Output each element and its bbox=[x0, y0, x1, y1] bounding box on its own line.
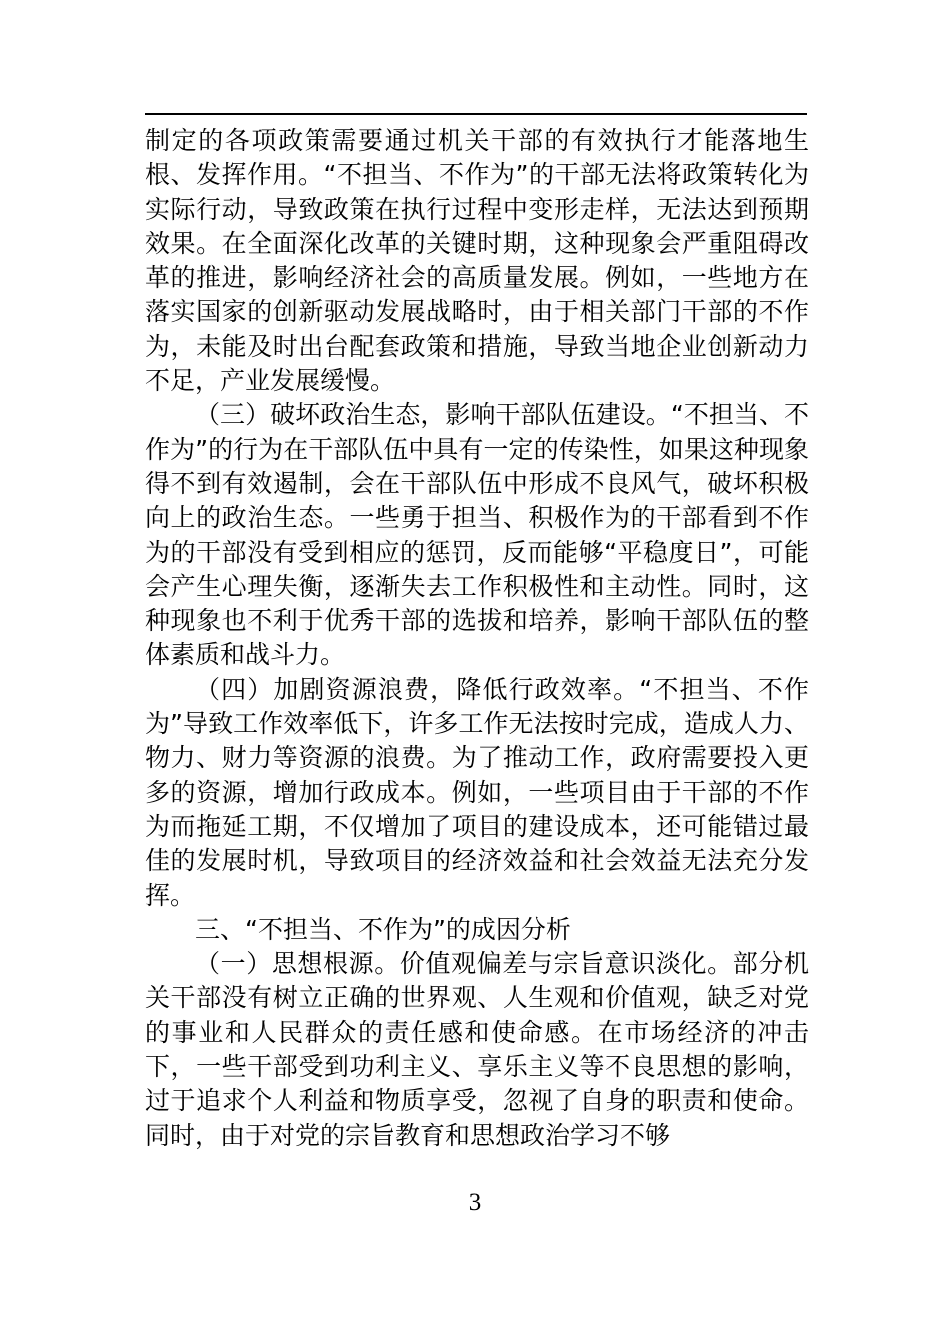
paragraph-continuation: 制定的各项政策需要通过机关干部的有效执行才能落地生根、发挥作用。“不担当、不作为”的干部无法将政策转化为实际行动，导致政策在执行过程中变形走样，无法达到预期效果。在全面深化改革的关键时期，这种现象会严重阻碍改革的推进，影响经济社会的高质量发展。例如，一些地方在落实国家的创新驱动发展战略时，由于相关部门干部的不作为，未能及时出台配套政策和措施，导致当地企业创新动力不足，产业发展缓慢。 bbox=[145, 126, 809, 396]
page-number: 3 bbox=[468, 1189, 482, 1216]
paragraph-section-3: （三）破坏政治生态，影响干部队伍建设。“不担当、不作为”的行为在干部队伍中具有一定的传染性，如果这种现象得不到有效遏制，会在干部队伍中形成不良风气，破坏积极向上的政治生态。一些勇于担当、积极作为的干部看到不作为的干部没有受到相应的惩罚，反而能够“平稳度日”，可能会产生心理失衡，逐渐失去工作积极性和主动性。同时，这种现象也不利于优秀干部的选拔和培养，影响干部队伍的整体素质和战斗力。 bbox=[145, 400, 809, 670]
paragraph-section-4: （四）加剧资源浪费，降低行政效率。“不担当、不作为”导致工作效率低下，许多工作无法按时完成，造成人力、物力、财力等资源的浪费。为了推动工作，政府需要投入更多的资源，增加行政成本。例如，一些项目由于干部的不作为而拖延工期，不仅增加了项目的建设成本，还可能错过最佳的发展时机，导致项目的经济效益和社会效益无法充分发挥。 bbox=[145, 674, 809, 910]
section-heading: 三、“不担当、不作为”的成因分析 bbox=[195, 914, 571, 944]
header-rule bbox=[145, 113, 807, 115]
paragraph-cause-1: （一）思想根源。价值观偏差与宗旨意识淡化。部分机关干部没有树立正确的世界观、人生观和价值观，缺乏对党的事业和人民群众的责任感和使命感。在市场经济的冲击下，一些干部受到功利主义、享乐主义等不良思想的影响，过于追求个人利益和物质享受，忽视了自身的职责和使命。同时，由于对党的宗旨教育和思想政治学习不够 bbox=[145, 949, 809, 1150]
document-body bbox=[145, 124, 809, 1153]
